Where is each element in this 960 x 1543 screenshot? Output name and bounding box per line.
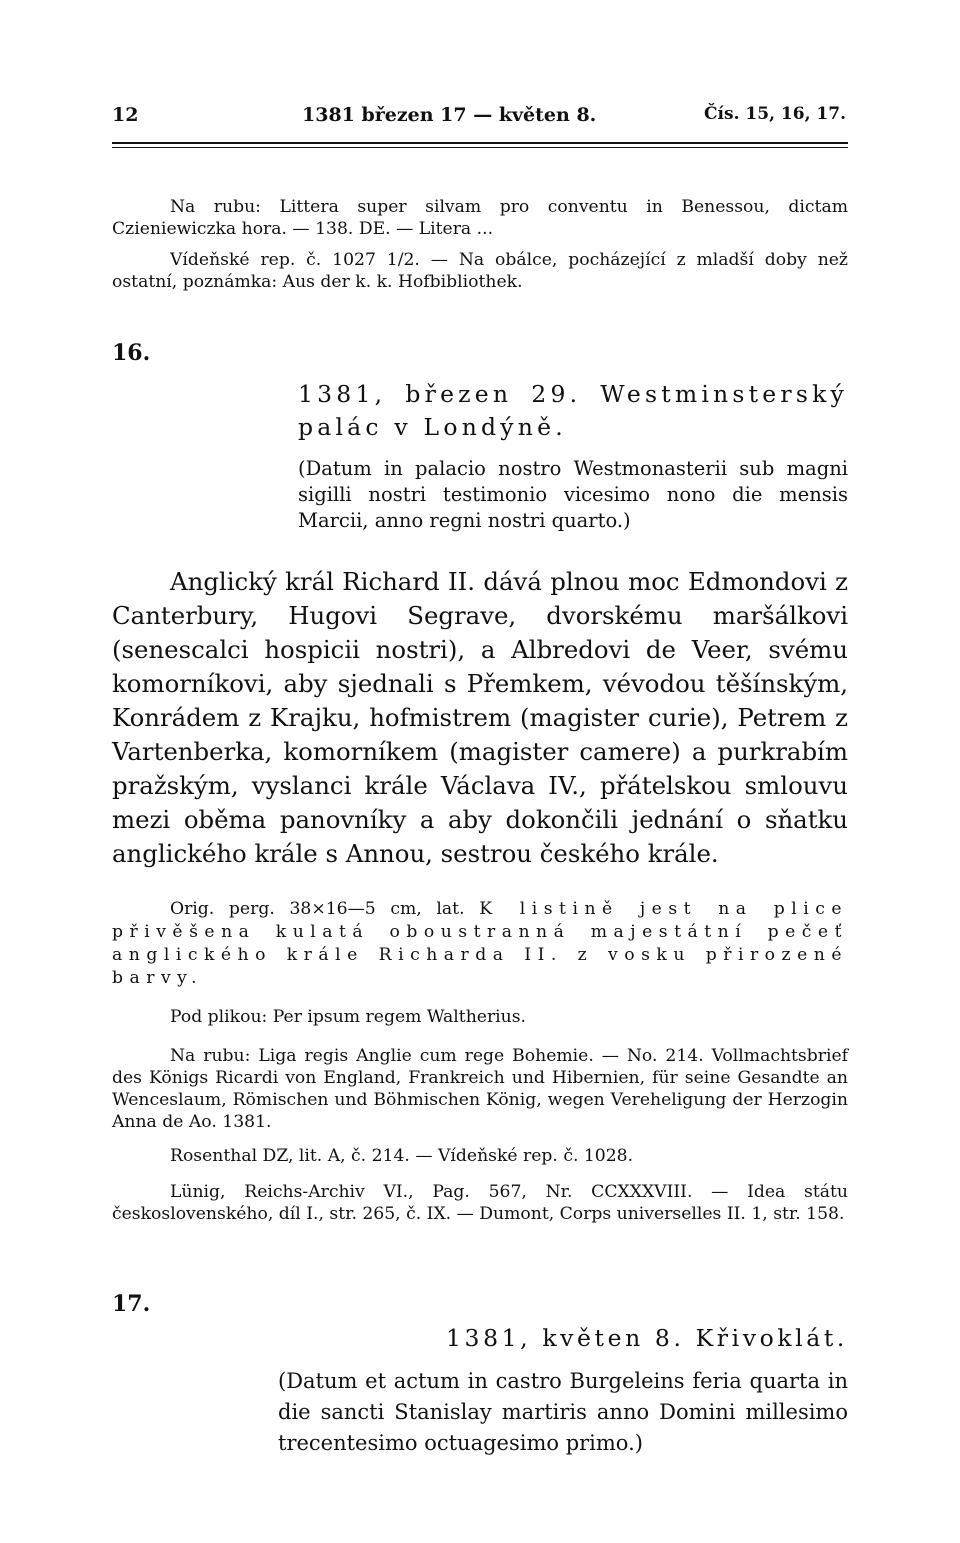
entry-16-number: 16. [112,340,151,366]
header-date-range: 1381 březen 17 — květen 8. [302,104,597,126]
entry-16-datum: (Datum in palacio nostro Westmonasterii sub magni sigilli nostri testimonio vicesimo nono die mensis Marcii, anno regni nostri quarto.) [298,457,848,532]
entry-17-datum: (Datum et actum in castro Burgeleins feria quarta in die sancti Stanislay martiris anno Domini millesimo trecentesimo octuagesimo primo.) [278,1369,848,1455]
entry-16-date-place-line1: 1381, březen 29. Westminsterský [298,380,848,408]
entry-16-pod-plikou: Pod plikou: Per ipsum regem Waltherius. [170,1007,527,1027]
orig-prefix: Orig. perg. 38×16—5 cm, lat. [170,899,465,919]
entry-16-original-description [112,898,848,990]
header-document-numbers: Čís. 15, 16, 17. [704,104,846,124]
page-number: 12 [112,104,139,126]
note-repertory: Vídeňské rep. č. 1027 1/2. — Na obálce, pocházející z mladší doby než ostatní, poznámka: Aus der k. k. Hofbibliothek. [112,250,848,292]
entry-16-summary: Anglický král Richard II. dává plnou moc Edmondovi z Canterbury, Hugovi Segrave, dvorskému maršálkovi (senescalci hospicii nostri), a Albredovi de Veer, svému komorníkovi, aby sjednali s Přemkem, vévodou těšínským, Konrádem z Krajku, hofmistrem (magister curie), Petrem z Vartenberka, komorníkem (magister camere) a purkrabím pražským, vyslanci krále Václava IV., přátelskou smlouvu mezi oběma panovníky a aby dokončili jednání o sňatku anglického krále s Annou, sestrou českého krále. [112,567,848,868]
previous-entry-notes [112,196,848,293]
header-rule-thin [112,147,848,148]
note-rubu: Na rubu: Littera super silvam pro conventu in Benessou, dictam Czieniewiczka hora. — 138. DE. — Litera ... [112,197,848,239]
document-page [112,0,848,1543]
running-header [112,104,848,134]
entry-16-rosenthal: Rosenthal DZ, lit. A, č. 214. — Vídeňské rep. č. 1028. [170,1146,634,1166]
entry-16-heading [298,378,848,444]
entry-16-literature: Lünig, Reichs-Archiv VI., Pag. 567, Nr. CCXXXVIII. — Idea státu československého, díl I., str. 265, č. IX. — Dumont, Corps universelles II. 1, str. 158. [112,1182,848,1224]
entry-16-date-place-line2: palác v Londýně. [298,413,567,441]
entry-16-na-rubu: Na rubu: Liga regis Anglie cum rege Bohemie. — No. 214. Vollmachtsbrief des Königs Ricardi von England, Frankreich und Hibernien, für seine Gesandte an Wenceslaum, Römischen und Böhmischen König, wegen Vereheligung der Herzogin Anna de Ao. 1381. [112,1046,848,1132]
orig-seal-description: K listině jest na plice přivěšena kulatá oboustranná majestátní pečeť anglického krále Richarda II. z vosku přirozené barvy. [112,899,849,988]
header-rule-thick [112,142,848,144]
entry-17-number: 17. [112,1291,151,1317]
entry-17-heading: 1381, květen 8. Křivoklát. [445,1324,848,1352]
